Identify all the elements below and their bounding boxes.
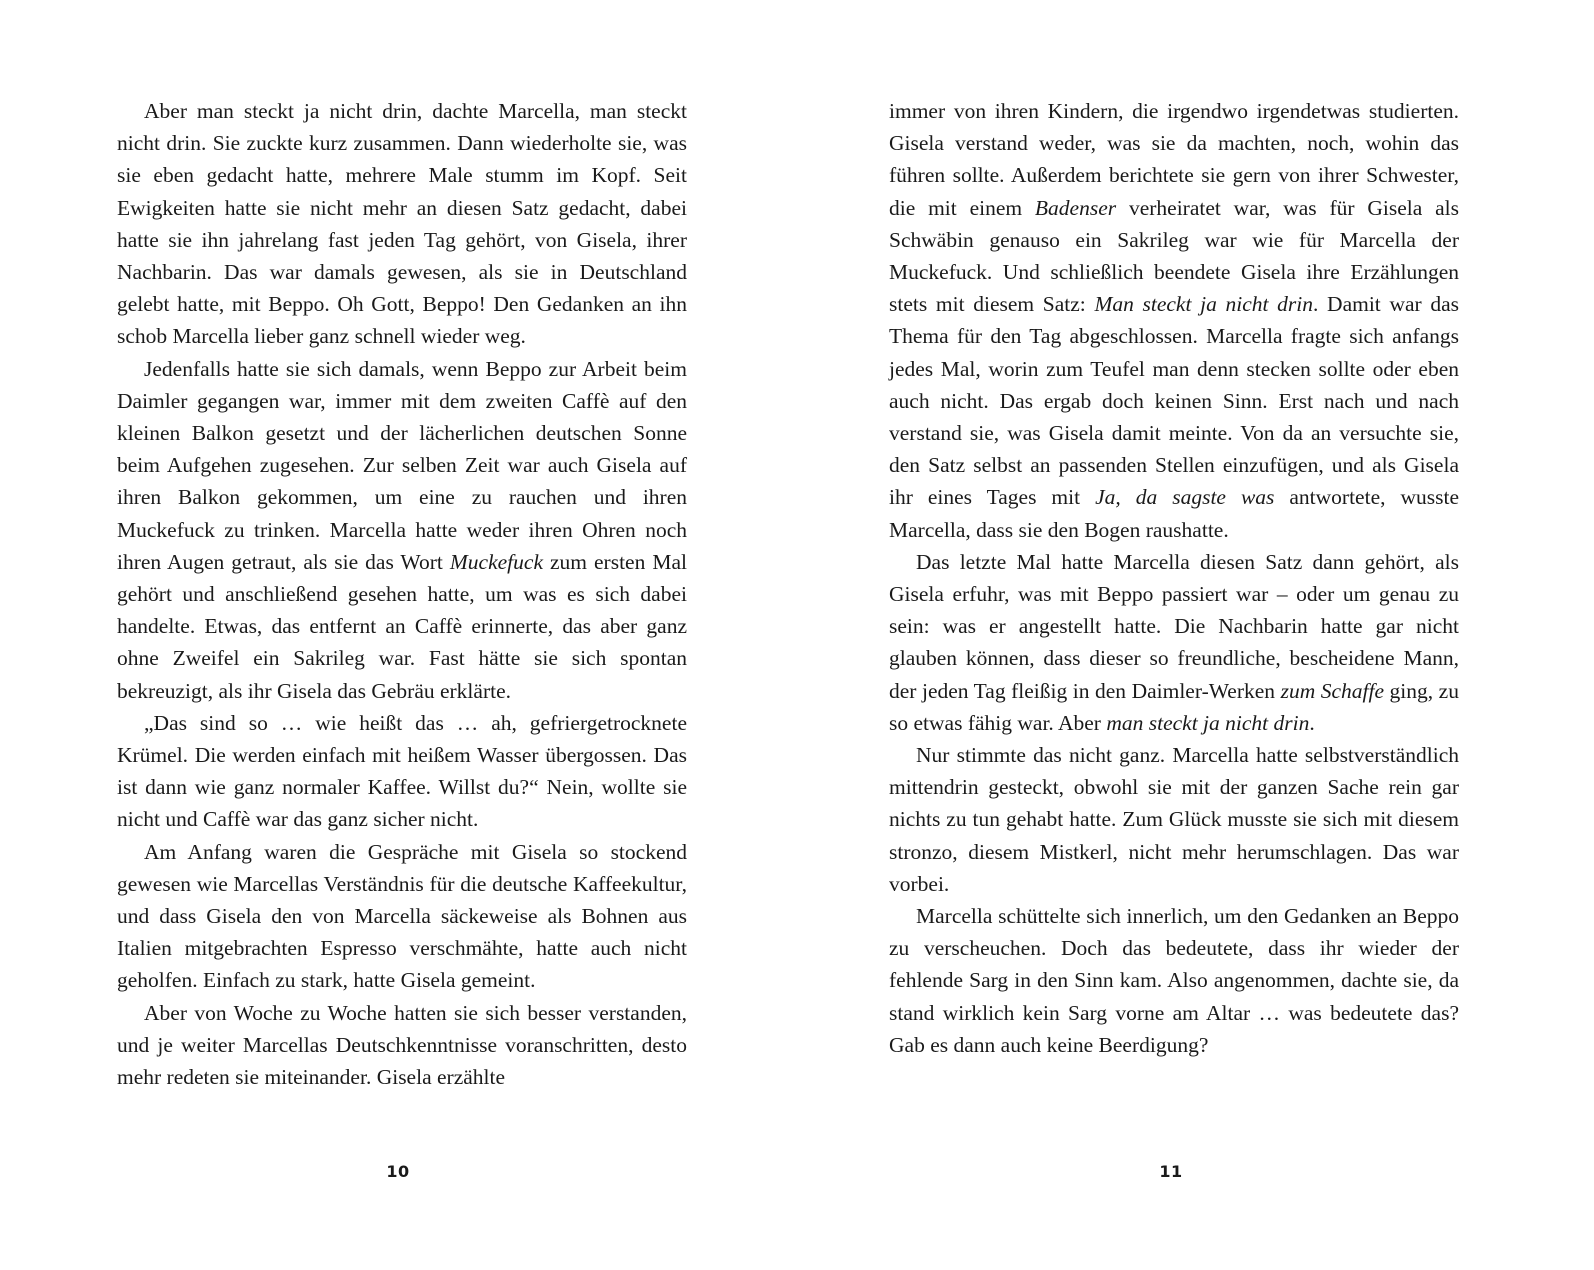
text-run: Nur stimmte das nicht ganz. Marcella hatte selbstverständlich mittendrin gesteckt, obwohl sie mit der ganzen Sache rein gar nichts zu tun gehabt hatte. Zum Glück musste sie sich mit diesem stronzo, diesem Mistkerl, nicht mehr herumschlagen. Das war vorbei. (889, 743, 1459, 896)
paragraph (889, 900, 1459, 1061)
paragraph (889, 546, 1459, 739)
text-run: Aber von Woche zu Woche hatten sie sich besser verstanden, und je weiter Marcellas Deutschkenntnisse voranschritten, desto mehr redeten sie miteinander. Gisela erzählte (117, 1000, 687, 1090)
paragraph (117, 997, 687, 1094)
italic-text: zum Schaffe (1280, 678, 1385, 703)
left-page-text (117, 95, 687, 1093)
italic-text: man steckt ja nicht drin (1106, 710, 1310, 735)
right-page (797, 0, 1594, 1270)
paragraph (117, 353, 687, 707)
text-run: Das letzte Mal hatte Marcella diesen Satz dann gehört, als Gisela erfuhr, was mit Beppo passiert war – oder um genau zu sein: was er angestellt hatte. Die Nachbarin hatte gar nicht glauben können, dass dieser so freundliche, bescheidene Mann, der jeden Tag fleißig in den Daimler-Werken (889, 549, 1459, 703)
text-run: Am Anfang waren die Gespräche mit Gisela so stockend gewesen wie Marcellas Verständnis für die deutsche Kaffeekultur, und dass Gisela den von Marcella säckeweise als Bohnen aus Italien mitgebrachten Espresso verschmähte, hatte auch nicht geholfen. Einfach zu stark, hatte Gisela gemeint. (117, 839, 687, 993)
italic-text: Badenser (1034, 195, 1117, 220)
text-run: verheiratet war, was für Gisela als Schwäbin genauso ein Sakrileg war wie für Marcella der Muckefuck. Und schließlich beendete Gisela ihre Erzählungen stets mit diesem Satz: (889, 195, 1459, 317)
text-run: „Das sind so … wie heißt das … ah, gefriergetrocknete Krümel. Die werden einfach mit heißem Wasser übergossen. Das ist dann wie ganz normaler Kaffee. Willst du?“ Nein, wollte sie nicht und Caffè war das ganz sicher nicht. (117, 710, 687, 832)
paragraph (117, 836, 687, 997)
text-run: antwortete, wusste Marcella, dass sie den Bogen raushatte. (889, 485, 1459, 542)
text-run: immer von ihren Kindern, die irgendwo irgendetwas studierten. Gisela verstand weder, was sie da machten, noch, wohin das führen sollte. Außerdem berichtete sie gern von ihrer Schwester, die mit einem (889, 99, 1459, 220)
right-page-text (889, 95, 1459, 1061)
paragraph (117, 707, 687, 836)
text-run: . (1309, 710, 1315, 735)
text-run: zum ersten Mal gehört und anschließend gesehen hatte, um was es sich dabei handelte. Etwas, das entfernt an Caffè erinnerte, das aber ganz ohne Zweifel ein Sakrileg war. Fast hätte sie sich spontan bekreuzigt, als ihr Gisela das Gebräu erklärte. (117, 549, 687, 703)
text-run: ging, zu so etwas fähig war. Aber (889, 678, 1459, 735)
text-run: Aber man steckt ja nicht drin, dachte Marcella, man steckt nicht drin. Sie zuckte kurz zusammen. Dann wiederholte sie, was sie eben gedacht hatte, mehrere Male stumm im Kopf. Seit Ewigkeiten hatte sie nicht mehr an diesen Satz gedacht, dabei hatte sie ihn jahrelang fast jeden Tag gehört, von Gisela, ihrer Nachbarin. Das war damals gewesen, als sie in Deutschland gelebt hatte, mit Beppo. Oh Gott, Beppo! Den Gedanken an ihn schob Marcella lieber ganz schnell wieder weg. (117, 99, 687, 349)
paragraph (117, 95, 687, 353)
italic-text: Muckefuck (449, 549, 543, 574)
paragraph (889, 739, 1459, 900)
text-run: . Damit war das Thema für den Tag abgeschlossen. Marcella fragte sich anfangs jedes Mal, worin zum Teufel man denn stecken sollte oder eben auch nicht. Das ergab doch keinen Sinn. Erst nach und nach verstand sie, was Gisela damit meinte. Von da an versuchte sie, den Satz selbst an passenden Stellen einzufügen, und als Gisela ihr eines Tages mit (889, 292, 1459, 510)
italic-text: Man steckt ja nicht drin (1094, 292, 1313, 317)
page-number-left: 10 (386, 1162, 410, 1181)
text-run: Jedenfalls hatte sie sich damals, wenn Beppo zur Arbeit beim Daimler gegangen war, immer mit dem zweiten Caffè auf den kleinen Balkon gesetzt und der lächerlichen deutschen Sonne beim Aufgehen zugesehen. Zur selben Zeit war auch Gisela auf ihren Balkon gekommen, um eine zu rauchen und ihren Muckefuck zu trinken. Marcella hatte weder ihren Ohren noch ihren Augen getraut, als sie das Wort (117, 356, 687, 574)
text-run: Marcella schüttelte sich innerlich, um den Gedanken an Beppo zu verscheuchen. Doch das bedeutete, dass ihr wieder der fehlende Sarg in den Sinn kam. Also angenommen, dachte sie, da stand wirklich kein Sarg vorne am Altar … was bedeutete das? Gab es dann auch keine Beerdigung? (889, 904, 1459, 1057)
page-number-right: 11 (1159, 1162, 1183, 1181)
paragraph (889, 95, 1459, 546)
italic-text: Ja, da sagste was (1095, 485, 1275, 510)
